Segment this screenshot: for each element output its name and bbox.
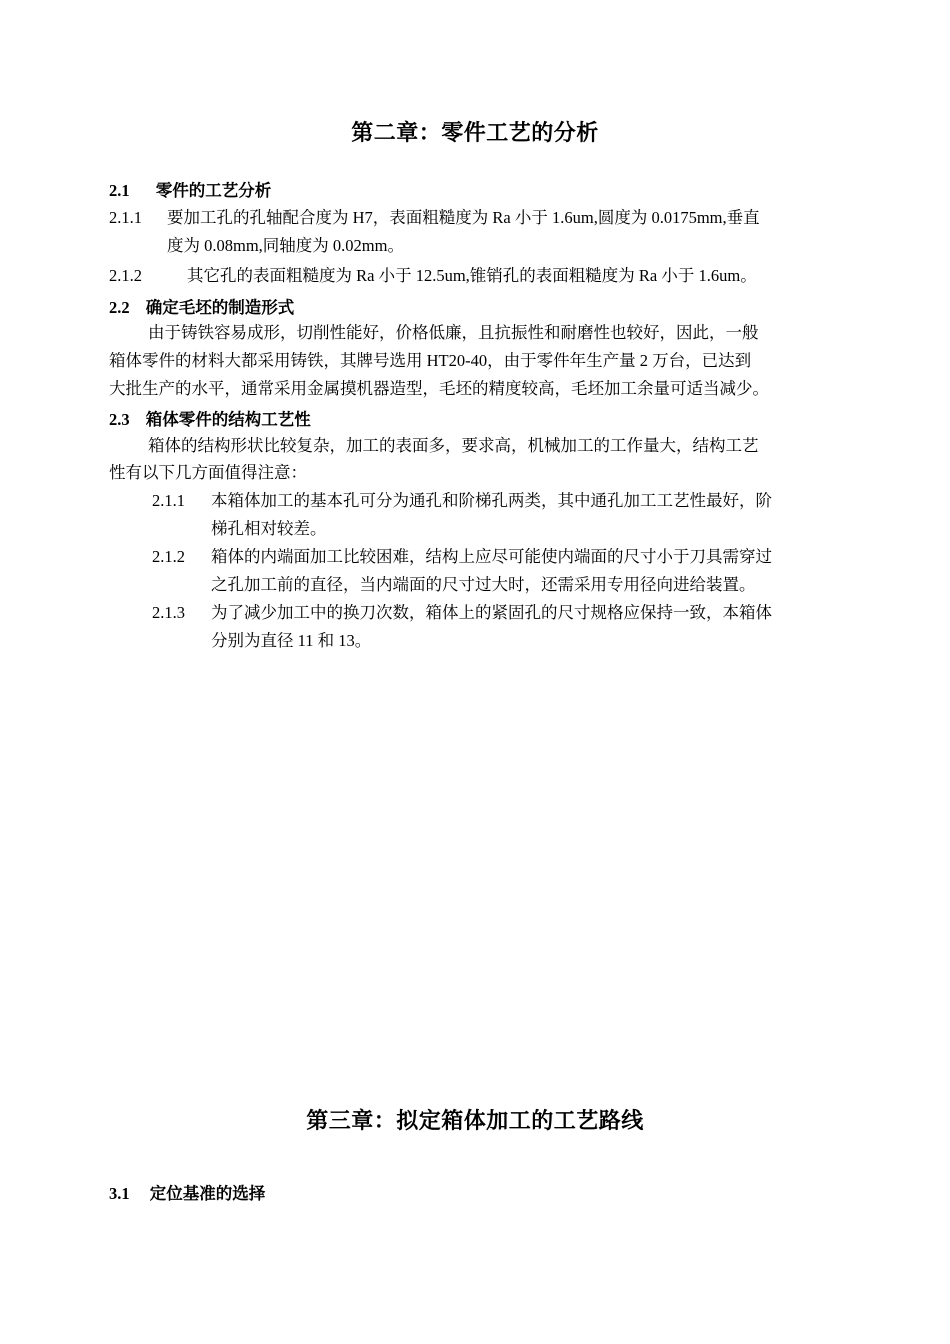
section-number: 2.2 bbox=[109, 298, 130, 317]
item-text-line: 其它孔的表面粗糙度为 Ra 小于 12.5um,锥销孔的表面粗糙度为 Ra 小于 1.6um。 bbox=[187, 266, 757, 285]
item-text-line: 箱体的内端面加工比较困难，结构上应尽可能使内端面的尺寸小于刀具需穿过 bbox=[211, 547, 772, 566]
section-title: 确定毛坯的制造形式 bbox=[145, 298, 295, 317]
item-number: 2.1.2 bbox=[152, 547, 185, 566]
paragraph-line: 箱体的结构形状比较复杂，加工的表面多，要求高，机械加工的工作量大，结构工艺 bbox=[148, 436, 759, 455]
item-text-line: 要加工孔的孔轴配合度为 H7，表面粗糙度为 Ra 小于 1.6um,圆度为 0.0175mm,垂直 bbox=[167, 208, 760, 227]
section-title: 定位基准的选择 bbox=[149, 1184, 266, 1203]
item-text-line: 之孔加工前的直径，当内端面的尺寸过大时，还需采用专用径向进给装置。 bbox=[211, 575, 756, 594]
item-text-line: 为了减少加工中的换刀次数，箱体上的紧固孔的尺寸规格应保持一致，本箱体 bbox=[211, 603, 772, 622]
item-text-line: 分别为直径 11 和 13。 bbox=[211, 631, 372, 650]
paragraph-line: 性有以下几方面值得注意： bbox=[109, 463, 307, 482]
paragraph-line: 箱体零件的材料大都采用铸铁，其牌号选用 HT20-40，由于零件年生产量 2 万台，已达到 bbox=[109, 351, 752, 370]
item-text-line: 度为 0.08mm,同轴度为 0.02mm。 bbox=[167, 236, 404, 255]
section-title: 零件的工艺分析 bbox=[155, 181, 272, 200]
section-2-1-heading bbox=[109, 177, 271, 201]
chapter-2-title: 第二章：零件工艺的分析 bbox=[351, 120, 599, 145]
item-text-line: 梯孔相对较差。 bbox=[211, 519, 327, 538]
item-number: 2.1.1 bbox=[152, 491, 185, 510]
item-number: 2.1.3 bbox=[152, 603, 185, 622]
section-number: 3.1 bbox=[109, 1184, 130, 1203]
item-text-line: 本箱体加工的基本孔可分为通孔和阶梯孔两类，其中通孔加工工艺性最好，阶 bbox=[211, 491, 772, 510]
section-title: 箱体零件的结构工艺性 bbox=[145, 410, 311, 429]
paragraph-line: 由于铸铁容易成形，切削性能好，价格低廉，且抗振性和耐磨性也较好，因此，一般 bbox=[148, 323, 759, 342]
chapter-3-title: 第三章：拟定箱体加工的工艺路线 bbox=[306, 1108, 644, 1133]
section-3-1-heading bbox=[109, 1180, 265, 1204]
paragraph-line: 大批生产的水平，通常采用金属摸机器造型，毛坯的精度较高，毛坯加工余量可适当减少。 bbox=[109, 379, 769, 398]
section-number: 2.3 bbox=[109, 410, 130, 429]
item-number: 2.1.2 bbox=[109, 266, 142, 285]
section-2-3-heading bbox=[109, 406, 311, 430]
section-2-2-heading bbox=[109, 294, 294, 318]
item-number: 2.1.1 bbox=[109, 208, 142, 227]
section-number: 2.1 bbox=[109, 181, 130, 200]
